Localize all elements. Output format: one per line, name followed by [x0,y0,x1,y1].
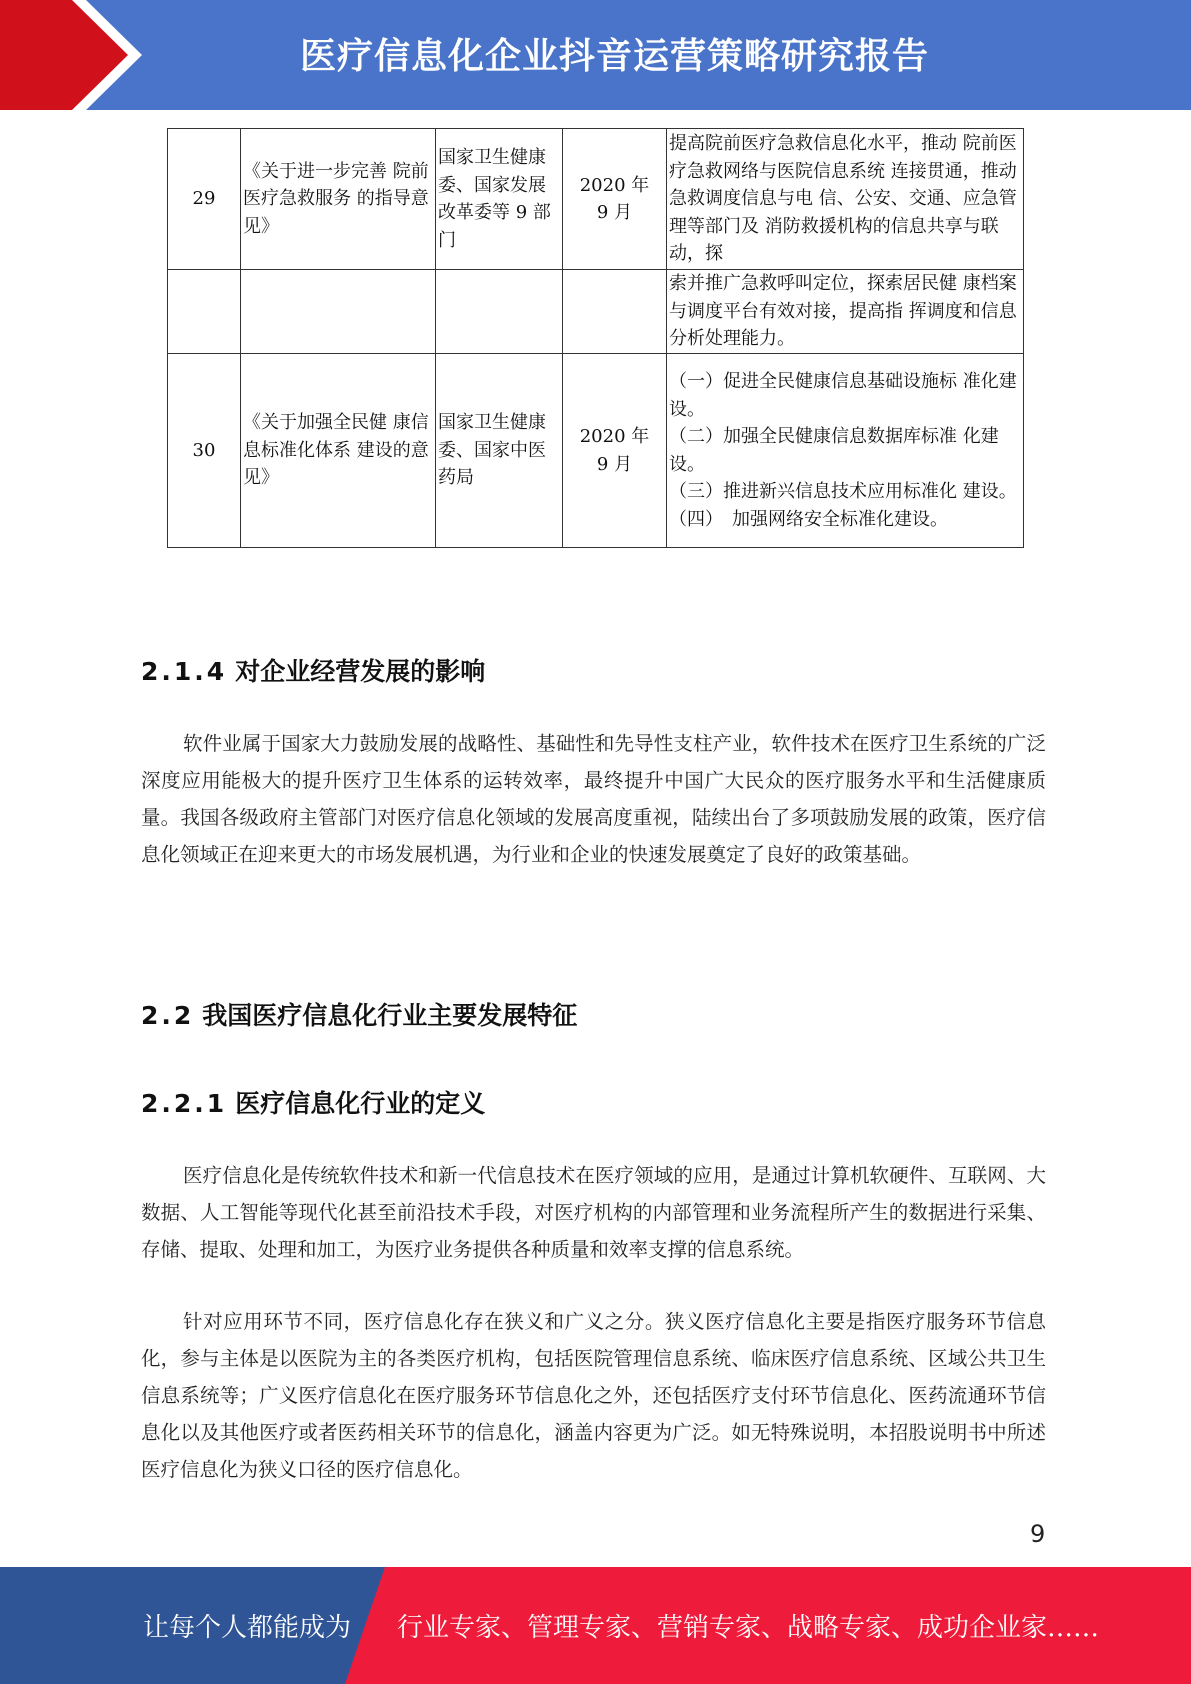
policy-description: 提高院前医疗急救信息化水平，推动 院前医疗急救网络与医院信息系统 连接贯通，推动急救调度信息与电 信、公安、交通、应急管理等部门及 消防救援机构的信息共享与联动，探 [667,129,1024,270]
section-heading [141,1084,485,1120]
section-title: 医疗信息化行业的定义 [235,1089,486,1118]
section-number: 2.2 [141,1001,195,1030]
section-number: 2.2.1 [141,1089,228,1118]
policy-description [667,354,1024,548]
policy-date-year: 2020 年 [579,174,650,196]
section-heading [141,996,577,1032]
row-number [168,270,241,354]
policy-table [167,128,1024,548]
policy-description: 索并推广急救呼叫定位，探索居民健 康档案与调度平台有效对接，提高指 挥调度和信息分析处理能力。 [667,270,1024,354]
policy-date [563,129,667,270]
paragraph: 医疗信息化是传统软件技术和新一代信息技术在医疗领域的应用，是通过计算机软硬件、互联网、大数据、人工智能等现代化甚至前沿技术手段，对医疗机构的内部管理和业务流程所产生的数据进行采集、存储、提取、处理和加工，为医疗业务提供各种质量和效率支撑的信息系统。 [141,1164,1046,1261]
policy-item: （三）推进新兴信息技术应用标准化 建设。 [669,481,1017,502]
section-title: 对企业经营发展的影响 [235,657,486,686]
policy-date [563,354,667,548]
policy-date-month: 9 月 [596,202,633,223]
section-number: 2.1.4 [141,657,228,686]
policy-issuer [436,270,563,354]
policy-name [241,270,436,354]
policy-issuer: 国家卫生健康委、国家中医药局 [436,354,563,548]
paragraph: 软件业属于国家大力鼓励发展的战略性、基础性和先导性支柱产业，软件技术在医疗卫生系统的广泛深度应用能极大的提升医疗卫生体系的运转效率，最终提升中国广大民众的医疗服务水平和生活健康质量。我国各级政府主管部门对医疗信息化领域的发展高度重视，陆续出台了多项鼓励发展的政策，医疗信息化领域正在迎来更大的市场发展机遇，为行业和企业的快速发展奠定了良好的政策基础。 [141,732,1046,866]
page-number: 9 [1030,1520,1046,1548]
policy-name: 《关于加强全民健 康信息标准化体系 建设的意见》 [241,354,436,548]
table-row [168,354,1024,548]
policy-name: 《关于进一步完善 院前医疗急救服务 的指导意见》 [241,129,436,270]
document-title: 医疗信息化企业抖音运营策略研究报告 [300,36,930,77]
footer-slogan-right: 行业专家、管理专家、营销专家、战略专家、成功企业家…… [397,1613,1100,1643]
table-row [168,270,1024,354]
paragraph: 针对应用环节不同，医疗信息化存在狭义和广义之分。狭义医疗信息化主要是指医疗服务环节信息化，参与主体是以医院为主的各类医疗机构，包括医院管理信息系统、临床医疗信息系统、区域公共卫生信息系统等；广义医疗信息化在医疗服务环节信息化之外，还包括医疗支付环节信息化、医药流通环节信息化以及其他医疗或者医药相关环节的信息化，涵盖内容更为广泛。如无特殊说明，本招股说明书中所述医疗信息化为狭义口径的医疗信息化。 [141,1310,1046,1481]
row-number: 30 [168,354,241,548]
section-title: 我国医疗信息化行业主要发展特征 [202,1001,578,1030]
policy-item: （四） 加强网络安全标准化建设。 [669,508,948,530]
footer-slogan-left: 让每个人都能成为 [143,1613,352,1643]
page-header [0,0,1191,110]
row-number: 29 [168,129,241,270]
policy-item: （一）促进全民健康信息基础设施标 准化建设。 [669,371,1017,420]
policy-date-year: 2020 年 [579,426,650,447]
header-chevron-decoration [0,0,150,110]
policy-issuer: 国家卫生健康委、国家发展改革委等 9 部门 [436,129,563,270]
section-heading [141,652,485,688]
policy-item: （二）加强全民健康信息数据库标准 化建设。 [669,426,999,475]
table-row [168,129,1024,270]
policy-date-month: 9 月 [596,453,633,475]
policy-date [563,270,667,354]
page-footer [0,1567,1191,1684]
